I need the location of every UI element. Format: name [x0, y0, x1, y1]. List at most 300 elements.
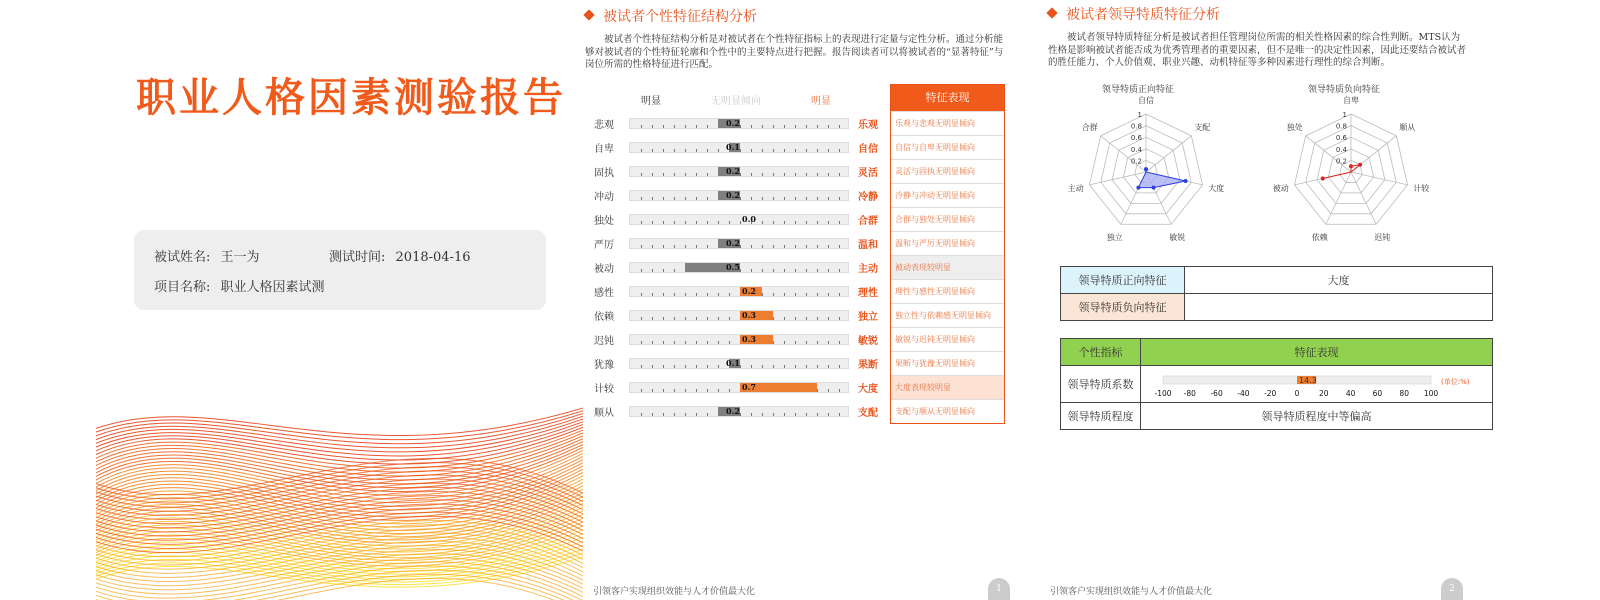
- radar-point: [1321, 176, 1325, 180]
- coef-axis-label: 60: [1372, 389, 1383, 398]
- track-tick: [696, 149, 697, 152]
- trait-left-label: 固执: [594, 168, 614, 179]
- track-tick: [707, 125, 708, 128]
- structure-description: 被试者个性特征结构分析是对被试者在个性特征指标上的表现进行定量与定性分析。通过分析能够对被试者的个性特征轮廓和个性中的主要特点进行把握。报告阅读者可以将被试者的“显著特征”与岗位所需的性格特征进行匹配。: [585, 34, 1004, 70]
- track-tick: [839, 413, 840, 416]
- trait-left-label: 冲动: [594, 192, 614, 203]
- feature-cell: 冷静与冲动无明显倾向: [891, 183, 1004, 207]
- trait-right-label: 主动: [858, 264, 878, 275]
- trait-track: [629, 142, 849, 153]
- leadership-page: [1046, 0, 1500, 600]
- track-tick: [751, 149, 752, 152]
- legend-right: 明显: [811, 96, 831, 107]
- radar-axis-label: 主动: [1067, 184, 1084, 194]
- radar-axis-label: 独立: [1106, 232, 1123, 242]
- track-tick: [762, 125, 763, 128]
- track-tick: [751, 125, 752, 128]
- track-tick: [641, 197, 642, 200]
- track-tick: [685, 341, 686, 344]
- track-tick: [641, 389, 642, 392]
- track-tick: [663, 149, 664, 152]
- track-tick: [641, 365, 642, 368]
- track-tick: [652, 245, 653, 248]
- track-tick: [828, 197, 829, 200]
- trait-value: 0.7: [742, 382, 756, 392]
- radar-axis-label: 自卑: [1343, 96, 1359, 105]
- track-tick: [685, 389, 686, 392]
- track-tick: [773, 125, 774, 128]
- track-tick: [751, 173, 752, 176]
- legend-middle: 无明显倾向: [711, 96, 761, 107]
- trait-track: [629, 166, 849, 177]
- track-tick: [652, 173, 653, 176]
- feature-cell: 合群与独处无明显倾向: [891, 207, 1004, 231]
- trait-right-label: 乐观: [858, 120, 878, 131]
- leadership-description: 被试者领导特质特征分析是被试者担任管理岗位所需的相关性格因素的综合性判断。MTS认为性格是影响被试者能否成为优秀管理者的重要因素，但不是唯一的决定性因素，因此还要结合被试者的胜任能力、个人价值观、职业兴趣、动机特征等多种因素进行理性的综合判断。: [1048, 32, 1467, 68]
- track-tick: [806, 197, 807, 200]
- track-tick: [839, 245, 840, 248]
- track-tick: [652, 413, 653, 416]
- radar-axis-label: 支配: [1194, 123, 1211, 133]
- trait-value: 0.2: [726, 406, 740, 416]
- track-tick: [839, 317, 840, 320]
- feature-cell: 温和与严厉无明显倾向: [891, 231, 1004, 255]
- diamond-icon: [583, 9, 594, 20]
- track-tick: [663, 389, 664, 392]
- radar-point: [1152, 186, 1156, 190]
- track-tick: [740, 365, 741, 368]
- track-tick: [696, 413, 697, 416]
- track-tick: [663, 413, 664, 416]
- track-tick: [806, 173, 807, 176]
- track-tick: [652, 149, 653, 152]
- trait-left-label: 迟钝: [594, 336, 614, 347]
- track-tick: [674, 125, 675, 128]
- trait-value: 0.2: [726, 238, 740, 248]
- track-tick: [685, 365, 686, 368]
- radar-axis-label: 敏锐: [1169, 232, 1186, 242]
- radar-axis-label: 依赖: [1311, 232, 1328, 242]
- track-tick: [641, 293, 642, 296]
- track-tick: [828, 245, 829, 248]
- track-tick: [773, 341, 774, 344]
- trait-value: 0.3: [742, 310, 756, 320]
- track-tick: [773, 365, 774, 368]
- trait-track: [629, 238, 849, 249]
- track-tick: [718, 317, 719, 320]
- track-tick: [740, 269, 741, 272]
- track-tick: [652, 125, 653, 128]
- track-tick: [740, 221, 741, 224]
- track-tick: [817, 173, 818, 176]
- name-value: 王一为: [220, 250, 260, 265]
- trait-right-label: 灵活: [858, 168, 878, 179]
- coef-chart: [1141, 366, 1491, 402]
- track-tick: [740, 125, 741, 128]
- track-tick: [641, 317, 642, 320]
- track-tick: [685, 221, 686, 224]
- track-tick: [784, 269, 785, 272]
- trait-track: [629, 406, 849, 417]
- coef-row: [1061, 366, 1493, 403]
- radar-axis-label: 顺从: [1399, 123, 1416, 133]
- track-tick: [685, 125, 686, 128]
- track-tick: [707, 221, 708, 224]
- trait-left-label: 顺从: [594, 408, 614, 419]
- track-tick: [685, 413, 686, 416]
- track-tick: [685, 197, 686, 200]
- radar-axis-label: 计较: [1413, 184, 1430, 194]
- radar-neg-chart: [1251, 94, 1471, 244]
- index-header-left: 个性指标: [1061, 339, 1141, 366]
- track-tick: [784, 149, 785, 152]
- radar-tick-label: 1: [1342, 111, 1347, 119]
- feature-table: [890, 84, 1005, 424]
- feature-cell: 理性与感性无明显倾向: [891, 279, 1004, 303]
- track-tick: [663, 341, 664, 344]
- track-tick: [663, 317, 664, 320]
- feature-cell: 大度表现较明显: [891, 375, 1004, 399]
- trait-value: 0.2: [726, 190, 740, 200]
- degree-label: 领导特质程度: [1061, 403, 1141, 430]
- trait-right-label: 合群: [858, 216, 878, 227]
- footer-text: 引领客户实现组织效能与人才价值最大化: [1050, 587, 1213, 597]
- track-tick: [674, 341, 675, 344]
- coef-axis-label: 0: [1294, 389, 1300, 398]
- track-tick: [817, 149, 818, 152]
- coef-axis-label: 80: [1399, 389, 1409, 398]
- track-tick: [674, 149, 675, 152]
- track-tick: [641, 149, 642, 152]
- track-tick: [839, 341, 840, 344]
- track-tick: [806, 221, 807, 224]
- track-tick: [806, 365, 807, 368]
- trait-left-label: 感性: [594, 288, 614, 299]
- track-tick: [740, 173, 741, 176]
- track-tick: [817, 365, 818, 368]
- trait-right-label: 温和: [858, 240, 878, 251]
- leadership-summary-table: [1060, 266, 1493, 321]
- track-tick: [795, 149, 796, 152]
- track-tick: [641, 413, 642, 416]
- info-box: [134, 230, 546, 310]
- track-tick: [740, 245, 741, 248]
- track-tick: [839, 149, 840, 152]
- track-tick: [828, 341, 829, 344]
- track-tick: [707, 317, 708, 320]
- track-tick: [685, 149, 686, 152]
- track-tick: [674, 173, 675, 176]
- track-tick: [707, 293, 708, 296]
- track-tick: [696, 365, 697, 368]
- track-tick: [817, 245, 818, 248]
- track-tick: [641, 269, 642, 272]
- track-tick: [696, 221, 697, 224]
- radar-pos-chart: [1046, 94, 1266, 244]
- pos-row: [1061, 267, 1493, 294]
- track-tick: [729, 293, 730, 296]
- track-tick: [806, 317, 807, 320]
- track-tick: [685, 317, 686, 320]
- feature-cell: 自信与自卑无明显倾向: [891, 135, 1004, 159]
- track-tick: [674, 197, 675, 200]
- track-tick: [784, 293, 785, 296]
- trait-track: [629, 382, 849, 393]
- track-tick: [674, 293, 675, 296]
- radar-tick-label: 0.2: [1335, 157, 1347, 166]
- track-tick: [773, 317, 774, 320]
- radar-tick-label: 0.6: [1130, 134, 1142, 143]
- track-tick: [663, 197, 664, 200]
- track-tick: [674, 245, 675, 248]
- track-tick: [784, 173, 785, 176]
- feature-cell: 乐观与悲观无明显倾向: [891, 111, 1004, 135]
- track-tick: [828, 149, 829, 152]
- track-tick: [795, 317, 796, 320]
- track-tick: [839, 173, 840, 176]
- trait-right-label: 自信: [858, 144, 878, 155]
- structure-title-text: 被试者个性特征结构分析: [603, 9, 757, 25]
- coef-axis-label: -20: [1264, 389, 1277, 398]
- feature-cell: 被动表现较明显: [891, 255, 1004, 279]
- trait-left-label: 计较: [594, 384, 614, 395]
- trait-right-label: 冷静: [858, 192, 878, 203]
- radar-point: [1136, 186, 1140, 190]
- track-tick: [817, 317, 818, 320]
- radar-tick-label: 0.2: [1130, 157, 1142, 166]
- track-tick: [707, 173, 708, 176]
- track-tick: [762, 221, 763, 224]
- track-tick: [663, 221, 664, 224]
- track-tick: [817, 413, 818, 416]
- leadership-title-text: 被试者领导特质特征分析: [1066, 7, 1220, 23]
- trait-right-label: 果断: [858, 360, 878, 371]
- project-value: 职业人格因素试测: [220, 280, 325, 295]
- track-tick: [784, 413, 785, 416]
- track-tick: [828, 317, 829, 320]
- track-tick: [773, 221, 774, 224]
- trait-track: [629, 286, 849, 297]
- trait-value: 0.1: [726, 358, 740, 368]
- feature-cell: 独立性与依赖感无明显倾向: [891, 303, 1004, 327]
- coef-axis-label: -100: [1154, 389, 1172, 398]
- radar-axis-label: 合群: [1081, 123, 1098, 133]
- track-tick: [762, 269, 763, 272]
- track-tick: [839, 221, 840, 224]
- track-tick: [762, 197, 763, 200]
- track-tick: [762, 173, 763, 176]
- project-line: [154, 276, 325, 295]
- coef-axis-label: 20: [1319, 389, 1329, 398]
- radar-point: [1184, 179, 1188, 183]
- track-tick: [641, 341, 642, 344]
- index-header-row: [1061, 339, 1493, 366]
- track-tick: [795, 413, 796, 416]
- track-tick: [795, 293, 796, 296]
- track-tick: [707, 149, 708, 152]
- track-tick: [674, 365, 675, 368]
- track-tick: [828, 293, 829, 296]
- track-tick: [663, 293, 664, 296]
- trait-right-label: 敏锐: [858, 336, 878, 347]
- track-tick: [707, 389, 708, 392]
- track-tick: [795, 173, 796, 176]
- track-tick: [806, 413, 807, 416]
- track-tick: [839, 293, 840, 296]
- track-tick: [641, 125, 642, 128]
- trait-left-label: 犹豫: [594, 360, 614, 371]
- track-tick: [718, 365, 719, 368]
- feature-cell: 灵活与固执无明显倾向: [891, 159, 1004, 183]
- trait-right-label: 支配: [858, 408, 878, 419]
- track-tick: [817, 221, 818, 224]
- track-tick: [828, 413, 829, 416]
- track-tick: [696, 245, 697, 248]
- track-tick: [696, 173, 697, 176]
- time-label: 测试时间:: [329, 250, 386, 265]
- coef-label: 领导特质系数: [1061, 366, 1141, 403]
- track-tick: [652, 317, 653, 320]
- radar-axis-label: 被动: [1272, 184, 1289, 194]
- coef-unit: (单位:%): [1441, 378, 1470, 386]
- track-tick: [707, 413, 708, 416]
- track-tick: [674, 221, 675, 224]
- trait-value: 0.5: [726, 262, 740, 272]
- track-tick: [707, 365, 708, 368]
- track-tick: [652, 389, 653, 392]
- feature-cell: 敏锐与迟钝无明显倾向: [891, 327, 1004, 351]
- track-tick: [762, 149, 763, 152]
- track-tick: [762, 413, 763, 416]
- track-tick: [773, 197, 774, 200]
- coef-axis-label: -80: [1183, 389, 1196, 398]
- track-tick: [707, 197, 708, 200]
- track-tick: [718, 221, 719, 224]
- coef-axis-label: -60: [1210, 389, 1223, 398]
- track-tick: [696, 197, 697, 200]
- track-tick: [828, 365, 829, 368]
- neg-value: [1185, 294, 1493, 321]
- track-tick: [674, 269, 675, 272]
- cover-page: [96, 0, 583, 600]
- radar-tick-label: 0.4: [1130, 145, 1142, 154]
- trait-track: [629, 214, 849, 225]
- track-tick: [795, 245, 796, 248]
- track-tick: [817, 269, 818, 272]
- track-tick: [696, 125, 697, 128]
- trait-left-label: 独处: [594, 216, 614, 227]
- track-tick: [641, 245, 642, 248]
- radar-point: [1349, 164, 1353, 168]
- track-tick: [806, 125, 807, 128]
- track-tick: [806, 341, 807, 344]
- track-tick: [685, 245, 686, 248]
- degree-value: 领导特质程度中等偏高: [1141, 403, 1493, 430]
- track-tick: [784, 125, 785, 128]
- track-tick: [773, 293, 774, 296]
- track-tick: [828, 389, 829, 392]
- coef-value: 14.3: [1299, 376, 1317, 385]
- trait-track: [629, 310, 849, 321]
- trait-left-label: 依赖: [594, 312, 614, 323]
- radar-axis: [1351, 172, 1376, 224]
- structure-page: [583, 0, 1033, 600]
- track-tick: [839, 365, 840, 368]
- track-tick: [652, 341, 653, 344]
- track-tick: [652, 197, 653, 200]
- radar-point: [1144, 167, 1148, 171]
- track-tick: [674, 389, 675, 392]
- track-tick: [795, 365, 796, 368]
- track-tick: [729, 221, 730, 224]
- track-tick: [729, 389, 730, 392]
- trait-track: [629, 358, 849, 369]
- trait-value: 0.2: [742, 286, 756, 296]
- track-tick: [806, 245, 807, 248]
- radar-tick-label: 0.8: [1335, 122, 1347, 131]
- diamond-icon: [1046, 7, 1057, 18]
- track-tick: [685, 173, 686, 176]
- track-tick: [740, 149, 741, 152]
- track-tick: [784, 365, 785, 368]
- track-tick: [663, 125, 664, 128]
- track-tick: [751, 269, 752, 272]
- radar-tick-label: 0.4: [1335, 145, 1347, 154]
- track-tick: [784, 341, 785, 344]
- track-tick: [663, 365, 664, 368]
- track-tick: [806, 293, 807, 296]
- track-tick: [773, 413, 774, 416]
- radar-axis-label: 迟钝: [1374, 232, 1391, 242]
- track-tick: [751, 197, 752, 200]
- coef-axis-label: 100: [1423, 389, 1439, 398]
- track-tick: [795, 197, 796, 200]
- index-header-right: 特征表现: [1141, 339, 1493, 366]
- track-tick: [652, 293, 653, 296]
- feature-header: 特征表现: [891, 85, 1004, 111]
- trait-value: 0.2: [726, 166, 740, 176]
- structure-section-title: [585, 6, 757, 26]
- track-tick: [795, 269, 796, 272]
- time-value: 2018-04-16: [395, 250, 471, 265]
- radar-axis-label: 大度: [1208, 184, 1225, 194]
- leadership-section-title: [1048, 4, 1220, 24]
- track-tick: [773, 173, 774, 176]
- track-tick: [641, 173, 642, 176]
- track-tick: [784, 221, 785, 224]
- track-tick: [773, 149, 774, 152]
- track-tick: [685, 293, 686, 296]
- trait-right-label: 大度: [858, 384, 878, 395]
- track-tick: [817, 389, 818, 392]
- track-tick: [795, 125, 796, 128]
- trait-left-label: 自卑: [594, 144, 614, 155]
- leadership-index-table: [1060, 338, 1493, 430]
- trait-track: [629, 190, 849, 201]
- track-tick: [839, 389, 840, 392]
- track-tick: [740, 197, 741, 200]
- track-tick: [751, 245, 752, 248]
- feature-cell: 果断与犹豫无明显倾向: [891, 351, 1004, 375]
- track-tick: [740, 413, 741, 416]
- track-tick: [751, 413, 752, 416]
- track-tick: [773, 245, 774, 248]
- report-title: 职业人格因素测验报告: [136, 75, 566, 121]
- radar-axis-label: 自信: [1138, 96, 1154, 105]
- trait-right-label: 独立: [858, 312, 878, 323]
- track-tick: [817, 197, 818, 200]
- track-tick: [806, 269, 807, 272]
